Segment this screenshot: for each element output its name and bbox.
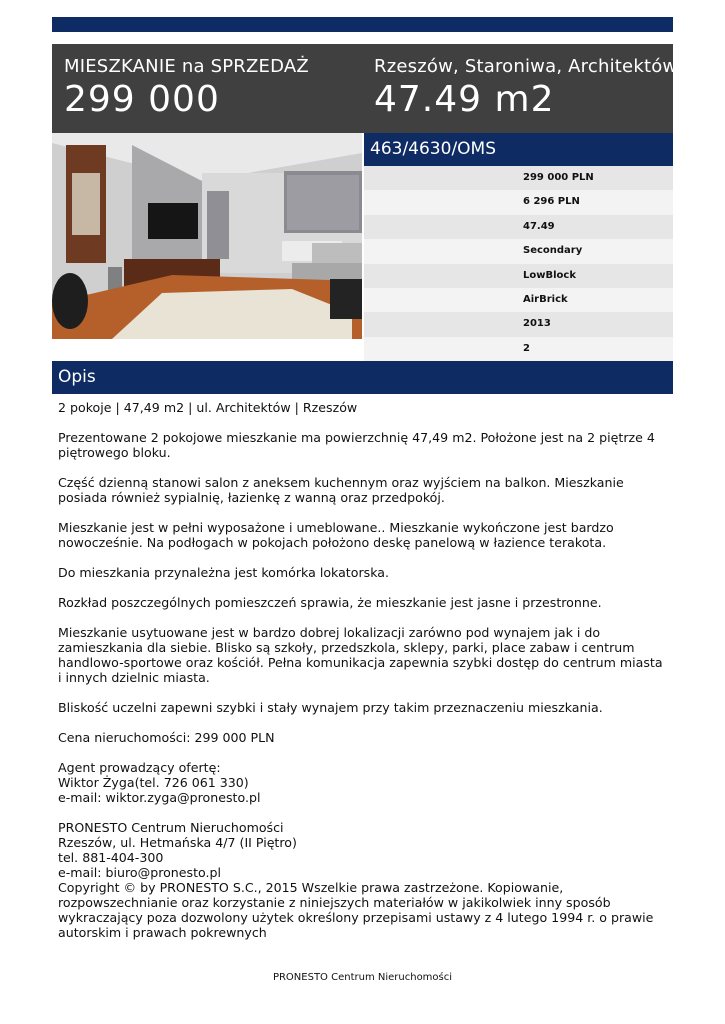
agent-email: e-mail: wiktor.zyga@pronesto.pl [58, 790, 261, 805]
office-phone: tel. 881-404-300 [58, 850, 164, 865]
details-table [364, 166, 673, 361]
detail-market: Secondary [364, 239, 673, 263]
listing-price: 299 000 [64, 79, 220, 120]
listing-type: MIESZKANIE na SPRZEDAŻ [64, 56, 309, 77]
detail-area: 47.49 [364, 215, 673, 239]
agent-label: Agent prowadzący ofertę: [58, 760, 221, 775]
header-left [64, 56, 309, 121]
description-paragraph: Prezentowane 2 pokojowe mieszkanie ma powierzchnię 47,49 m2. Położone jest na 2 piętrze 4 piętrowego bloku. [58, 430, 655, 460]
description-paragraph: Część dzienną stanowi salon z aneksem kuchennym oraz wyjściem na balkon. Mieszkanie posiada również sypialnię, łazienkę z wanną oraz przedpokój. [58, 475, 624, 505]
listing-header [52, 44, 678, 133]
detail-material: AirBrick [364, 288, 673, 312]
agent-name: Wiktor Żyga(tel. 726 061 330) [58, 775, 249, 790]
property-photo [52, 133, 362, 339]
page-footer: PRONESTO Centrum Nieruchomości [272, 972, 453, 983]
office-contact [58, 820, 670, 880]
copyright-notice: Copyright © by PRONESTO S.C., 2015 Wszelkie prawa zastrzeżone. Kopiowanie, rozpowszechnianie oraz korzystanie z niniejszych materiałów w jakikolwiek inny sposób wykraczający poza dozwolony użytek określony przepisami ustawy z 4 lutego 1994 r. o prawie autorskim i prawach pokrewnych [58, 880, 654, 940]
price-line: Cena nieruchomości: 299 000 PLN [58, 730, 275, 745]
office-name: PRONESTO Centrum Nieruchomości [58, 820, 284, 835]
detail-building-type: LowBlock [364, 264, 673, 288]
detail-price: 299 000 PLN [364, 166, 673, 190]
detail-rooms: 2 [364, 337, 673, 361]
description-summary: 2 pokoje | 47,49 m2 | ul. Architektów | Rzeszów [58, 400, 358, 415]
header-right [374, 56, 677, 121]
agent-contact [58, 760, 670, 805]
detail-price-per-m2: 6 296 PLN [364, 190, 673, 214]
description-paragraph: Mieszkanie jest w pełni wyposażone i umeblowane.. Mieszkanie wykończone jest bardzo nowocześnie. Na podłogach w pokojach położono deskę panelową w łazience terakota. [58, 520, 614, 550]
office-email: e-mail: biuro@pronesto.pl [58, 865, 222, 880]
listing-area: 47.49 m2 [374, 79, 555, 120]
description-body [58, 400, 670, 940]
detail-year: 2013 [364, 312, 673, 336]
office-address: Rzeszów, ul. Hetmańska 4/7 (II Piętro) [58, 835, 297, 850]
description-heading: Opis [52, 361, 673, 394]
reference-number: 463/4630/OMS [364, 133, 673, 166]
listing-location: Rzeszów, Staroniwa, Architektów [374, 56, 678, 77]
description-paragraph: Bliskość uczelni zapewni szybki i stały wynajem przy takim przeznaczeniu mieszkania. [58, 700, 603, 715]
top-accent-bar [52, 17, 673, 32]
description-paragraph: Rozkład poszczególnych pomieszczeń sprawia, że mieszkanie jest jasne i przestronne. [58, 595, 602, 610]
description-paragraph: Mieszkanie usytuowane jest w bardzo dobrej lokalizacji zarówno pod wynajem jak i do zamieszkania dla siebie. Blisko są szkoły, przedszkola, sklepy, parki, place zabaw i centrum handlowo-sportowe oraz kościół. Pełna komunikacja zapewnia szybki dostęp do centrum miasta i innych dzielnic miasta. [58, 625, 663, 685]
description-paragraph: Do mieszkania przynależna jest komórka lokatorska. [58, 565, 389, 580]
